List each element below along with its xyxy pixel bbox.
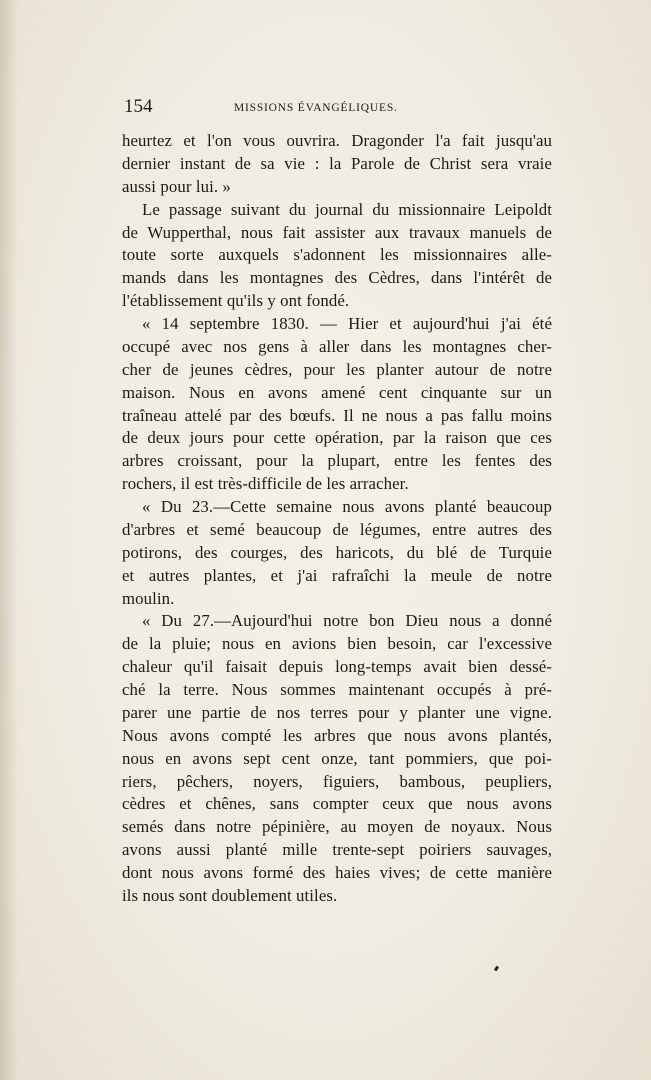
text-line: maison. Nous en avons amené cent cinquante sur un [122, 382, 552, 402]
text-line: « Du 23.—Cette semaine nous avons planté beaucoup [142, 497, 552, 516]
text-line: potirons, des courges, des haricots, du blé de Turquie [122, 542, 552, 562]
paragraph-1 [122, 130, 552, 199]
text-line: ché la terre. Nous sommes maintenant occupés à pré- [122, 680, 552, 699]
text-line: dernier instant de sa vie : la Parole de Christ sera vraie [122, 153, 552, 173]
text-line: « Du 27.—Aujourd'hui notre bon Dieu nous a donné [142, 611, 552, 631]
text-line: « 14 septembre 1830. — Hier et aujourd'hui j'ai été [142, 314, 552, 333]
ink-speck [494, 966, 499, 972]
text-line: aussi pour lui. » [122, 176, 231, 196]
paragraph-2 [122, 199, 552, 313]
text-line: occupé avec nos gens à aller dans les montagnes cher- [122, 336, 552, 356]
text-line: et autres plantes, et j'ai rafraîchi la meule de notre [122, 565, 552, 585]
text-line: Nous avons compté les arbres que nous avons plantés, [122, 725, 552, 745]
text-line: arbres croissant, pour la plupart, entre les fentes des [122, 451, 552, 471]
text-line: ils nous sont doublement utiles. [122, 885, 338, 905]
text-line: traîneau attelé par des bœufs. Il ne nous a pas fallu moins [122, 405, 552, 425]
page-number: 154 [124, 96, 153, 117]
running-head: MISSIONS ÉVANGÉLIQUES. [234, 102, 398, 114]
text-line: riers, pêchers, noyers, figuiers, bambous, peupliers, [122, 771, 552, 791]
paragraph-3 [122, 313, 552, 496]
page-header [124, 96, 554, 120]
text-line: de deux jours pour cette opération, par la raison que ces [122, 428, 552, 448]
text-line: cher de jeunes cèdres, pour les planter autour de notre [122, 359, 552, 379]
text-line: mands dans les montagnes des Cèdres, dans l'intérêt de [122, 268, 552, 288]
text-line: moulin. [122, 588, 175, 608]
text-line: dont nous avons formé des haies vives; de cette manière [122, 863, 552, 882]
text-line: rochers, il est très-difficile de les arracher. [122, 474, 409, 494]
text-line: d'arbres et semé beaucoup de légumes, entre autres des [122, 519, 552, 539]
text-line: parer une partie de nos terres pour y planter une vigne. [122, 702, 552, 722]
text-line: de la pluie; nous en avions bien besoin, car l'excessive [122, 634, 552, 654]
paragraph-4 [122, 496, 552, 610]
text-line: toute sorte auxquels s'adonnent les missionnaires alle- [122, 245, 552, 265]
text-line: chaleur qu'il faisait depuis long-temps avait bien dessé- [122, 657, 552, 677]
body-text [122, 130, 552, 908]
text-line: semés dans notre pépinière, au moyen de noyaux. Nous [122, 817, 552, 837]
text-line: nous en avons sept cent onze, tant pommiers, que poi- [122, 748, 552, 768]
text-line: de Wupperthal, nous fait assister aux travaux manuels de [122, 222, 552, 242]
paragraph-5 [122, 610, 552, 907]
text-line: l'établissement qu'ils y ont fondé. [122, 291, 350, 311]
text-line: heurtez et l'on vous ouvrira. Dragonder l'a fait jusqu'au [122, 131, 552, 150]
text-line: cèdres et chênes, sans compter ceux que nous avons [122, 794, 552, 814]
text-line: Le passage suivant du journal du missionnaire Leipoldt [142, 199, 552, 219]
text-line: avons aussi planté mille trente-sept poiriers sauvages, [122, 840, 552, 860]
